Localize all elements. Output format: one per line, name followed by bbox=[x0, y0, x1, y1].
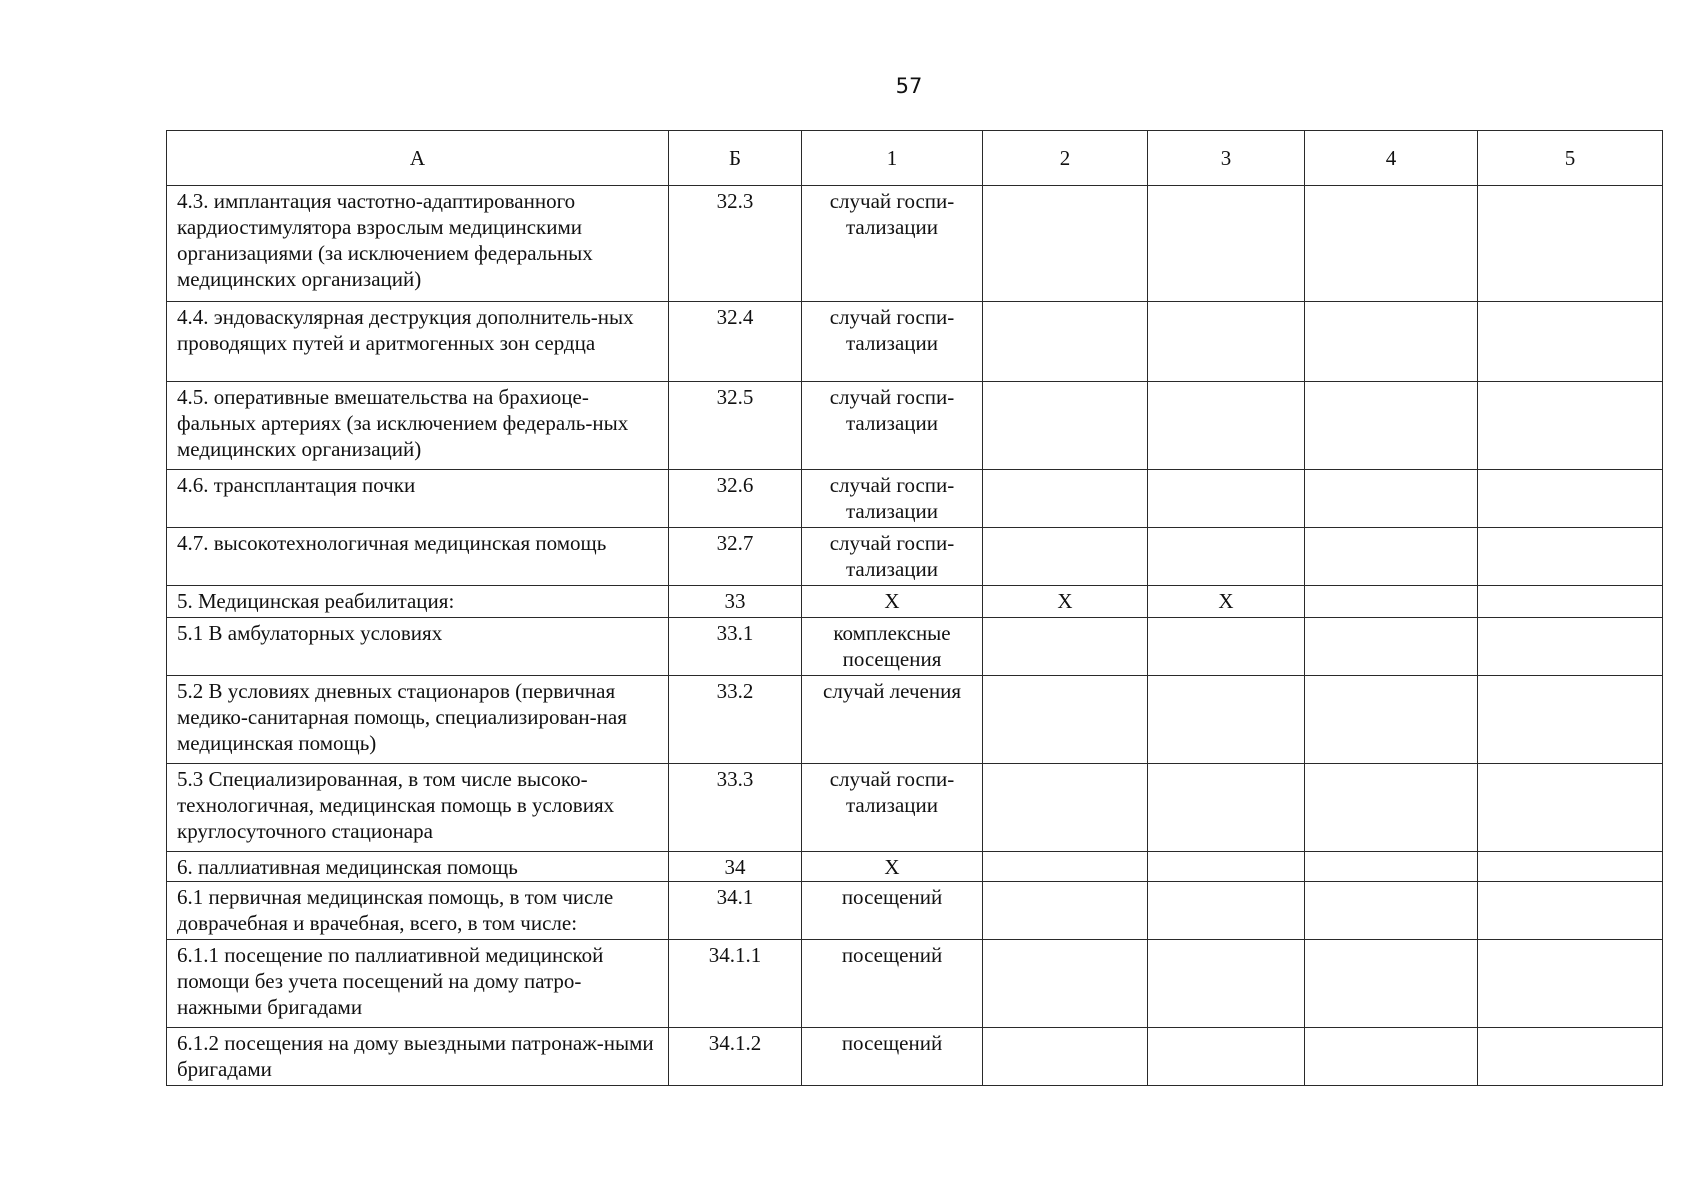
cell-col-3 bbox=[1148, 1028, 1305, 1086]
cell-col-5 bbox=[1478, 676, 1663, 764]
cell-col-4 bbox=[1305, 470, 1478, 528]
table-body bbox=[167, 186, 1663, 1086]
cell-col-3 bbox=[1148, 382, 1305, 470]
cell-unit: случай госпи-тализации bbox=[802, 764, 983, 852]
header-row bbox=[167, 131, 1663, 186]
cell-col-5 bbox=[1478, 1028, 1663, 1086]
cell-col-3 bbox=[1148, 470, 1305, 528]
cell-col-2 bbox=[983, 1028, 1148, 1086]
cell-unit: случай госпи-тализации bbox=[802, 186, 983, 302]
cell-col-5 bbox=[1478, 186, 1663, 302]
cell-col-5 bbox=[1478, 382, 1663, 470]
cell-line-code: 34.1.1 bbox=[669, 940, 802, 1028]
cell-col-2 bbox=[983, 470, 1148, 528]
header-col-b: Б bbox=[669, 131, 802, 186]
table-row bbox=[167, 882, 1663, 940]
cell-unit: посещений bbox=[802, 882, 983, 940]
cell-unit: случай госпи-тализации bbox=[802, 382, 983, 470]
header-col-2: 2 bbox=[983, 131, 1148, 186]
cell-unit: посещений bbox=[802, 1028, 983, 1086]
table-row bbox=[167, 186, 1663, 302]
cell-col-3: Х bbox=[1148, 586, 1305, 618]
cell-description: 6.1.1 посещение по паллиативной медицинской помощи без учета посещений на дому патро-нажными бригадами bbox=[167, 940, 669, 1028]
cell-col-4 bbox=[1305, 586, 1478, 618]
table-row bbox=[167, 470, 1663, 528]
cell-description: 4.4. эндоваскулярная деструкция дополнитель-ных проводящих путей и аритмогенных зон сердца bbox=[167, 302, 669, 382]
cell-description: 4.6. трансплантация почки bbox=[167, 470, 669, 528]
cell-col-4 bbox=[1305, 302, 1478, 382]
table-row bbox=[167, 382, 1663, 470]
cell-line-code: 33 bbox=[669, 586, 802, 618]
cell-description: 6. паллиативная медицинская помощь bbox=[167, 852, 669, 882]
cell-unit: Х bbox=[802, 852, 983, 882]
cell-col-4 bbox=[1305, 618, 1478, 676]
cell-col-5 bbox=[1478, 882, 1663, 940]
cell-description: 5. Медицинская реабилитация: bbox=[167, 586, 669, 618]
cell-col-2 bbox=[983, 382, 1148, 470]
cell-unit: случай госпи-тализации bbox=[802, 528, 983, 586]
cell-col-2 bbox=[983, 302, 1148, 382]
cell-col-3 bbox=[1148, 302, 1305, 382]
cell-unit: случай госпи-тализации bbox=[802, 470, 983, 528]
cell-line-code: 32.4 bbox=[669, 302, 802, 382]
cell-col-3 bbox=[1148, 882, 1305, 940]
cell-col-4 bbox=[1305, 764, 1478, 852]
table-row bbox=[167, 586, 1663, 618]
cell-col-2 bbox=[983, 764, 1148, 852]
cell-col-2 bbox=[983, 528, 1148, 586]
cell-col-3 bbox=[1148, 852, 1305, 882]
cell-col-3 bbox=[1148, 618, 1305, 676]
cell-description: 5.3 Специализированная, в том числе высоко-технологичная, медицинская помощь в условиях круглосуточного стационара bbox=[167, 764, 669, 852]
cell-description: 5.1 В амбулаторных условиях bbox=[167, 618, 669, 676]
cell-line-code: 33.3 bbox=[669, 764, 802, 852]
cell-line-code: 33.1 bbox=[669, 618, 802, 676]
cell-col-2: Х bbox=[983, 586, 1148, 618]
table-row bbox=[167, 618, 1663, 676]
cell-col-3 bbox=[1148, 676, 1305, 764]
cell-line-code: 32.6 bbox=[669, 470, 802, 528]
cell-col-2 bbox=[983, 186, 1148, 302]
table-row bbox=[167, 1028, 1663, 1086]
cell-unit: случай госпи-тализации bbox=[802, 302, 983, 382]
cell-line-code: 32.3 bbox=[669, 186, 802, 302]
page-number: 57 bbox=[895, 74, 923, 98]
table-header bbox=[167, 131, 1663, 186]
table-row bbox=[167, 528, 1663, 586]
data-table bbox=[166, 130, 1663, 1086]
cell-description: 6.1.2 посещения на дому выездными патронаж-ными бригадами bbox=[167, 1028, 669, 1086]
cell-col-4 bbox=[1305, 382, 1478, 470]
cell-description: 5.2 В условиях дневных стационаров (первичная медико-санитарная помощь, специализирован-ная медицинская помощь) bbox=[167, 676, 669, 764]
cell-description: 6.1 первичная медицинская помощь, в том числе доврачебная и врачебная, всего, в том числе: bbox=[167, 882, 669, 940]
cell-col-2 bbox=[983, 940, 1148, 1028]
cell-col-4 bbox=[1305, 186, 1478, 302]
cell-col-2 bbox=[983, 852, 1148, 882]
cell-unit: случай лечения bbox=[802, 676, 983, 764]
cell-description: 4.5. оперативные вмешательства на брахиоце-фальных артериях (за исключением федераль-ных медицинских организаций) bbox=[167, 382, 669, 470]
cell-col-5 bbox=[1478, 764, 1663, 852]
header-col-1: 1 bbox=[802, 131, 983, 186]
cell-line-code: 34.1.2 bbox=[669, 1028, 802, 1086]
cell-col-2 bbox=[983, 882, 1148, 940]
cell-line-code: 32.7 bbox=[669, 528, 802, 586]
cell-line-code: 33.2 bbox=[669, 676, 802, 764]
cell-col-2 bbox=[983, 676, 1148, 764]
cell-col-2 bbox=[983, 618, 1148, 676]
cell-col-4 bbox=[1305, 1028, 1478, 1086]
table-row bbox=[167, 940, 1663, 1028]
cell-unit: Х bbox=[802, 586, 983, 618]
table-row bbox=[167, 764, 1663, 852]
cell-col-4 bbox=[1305, 882, 1478, 940]
table-row bbox=[167, 676, 1663, 764]
cell-col-3 bbox=[1148, 764, 1305, 852]
cell-unit: посещений bbox=[802, 940, 983, 1028]
cell-col-4 bbox=[1305, 940, 1478, 1028]
cell-col-5 bbox=[1478, 618, 1663, 676]
cell-col-5 bbox=[1478, 852, 1663, 882]
cell-col-3 bbox=[1148, 186, 1305, 302]
header-col-5: 5 bbox=[1478, 131, 1663, 186]
cell-col-3 bbox=[1148, 940, 1305, 1028]
cell-col-5 bbox=[1478, 302, 1663, 382]
cell-col-5 bbox=[1478, 528, 1663, 586]
table-row bbox=[167, 852, 1663, 882]
cell-unit: комплексные посещения bbox=[802, 618, 983, 676]
cell-line-code: 34.1 bbox=[669, 882, 802, 940]
cell-line-code: 34 bbox=[669, 852, 802, 882]
header-col-3: 3 bbox=[1148, 131, 1305, 186]
cell-description: 4.3. имплантация частотно-адаптированного кардиостимулятора взрослым медицинскими организациями (за исключением федеральных медицинских организаций) bbox=[167, 186, 669, 302]
header-col-4: 4 bbox=[1305, 131, 1478, 186]
cell-col-5 bbox=[1478, 940, 1663, 1028]
header-col-a: А bbox=[167, 131, 669, 186]
cell-col-3 bbox=[1148, 528, 1305, 586]
cell-line-code: 32.5 bbox=[669, 382, 802, 470]
table-row bbox=[167, 302, 1663, 382]
cell-col-5 bbox=[1478, 586, 1663, 618]
cell-col-4 bbox=[1305, 852, 1478, 882]
cell-col-4 bbox=[1305, 528, 1478, 586]
cell-col-5 bbox=[1478, 470, 1663, 528]
cell-description: 4.7. высокотехнологичная медицинская помощь bbox=[167, 528, 669, 586]
cell-col-4 bbox=[1305, 676, 1478, 764]
